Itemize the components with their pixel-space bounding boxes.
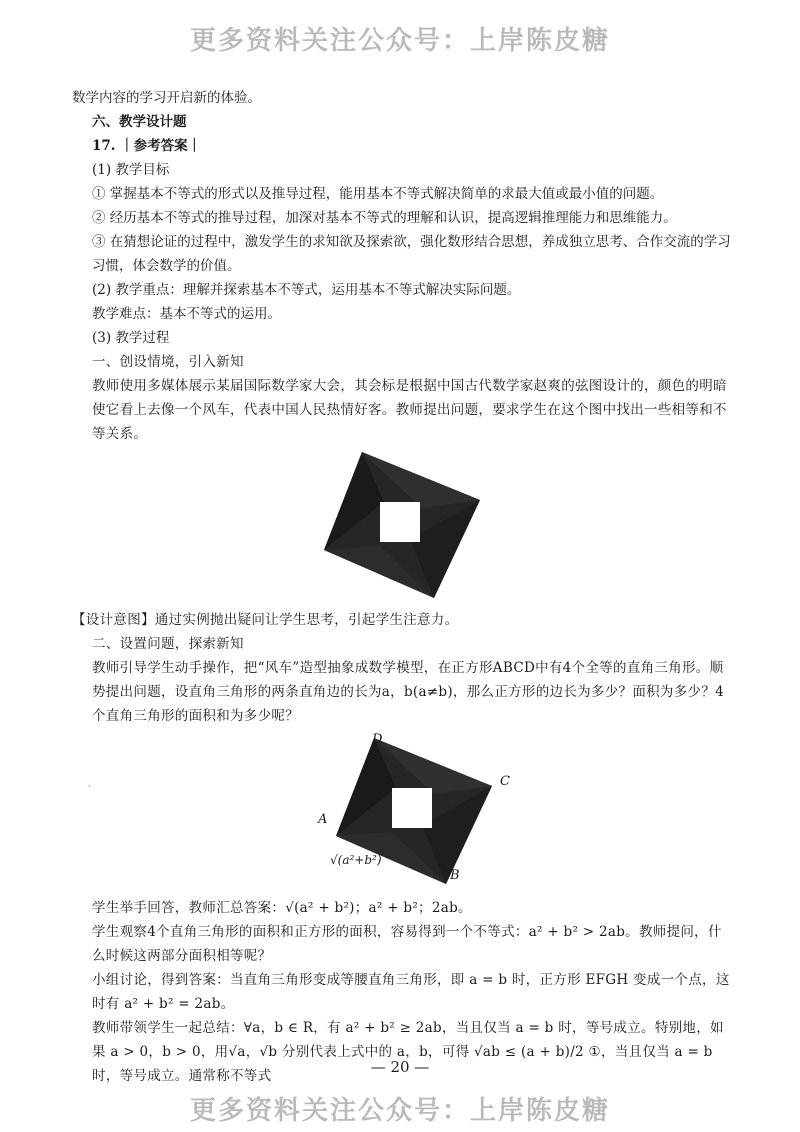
observation-paragraph: 学生观察4个直角三角形的面积和正方形的面积，容易得到一个不等式：a² + b² > 2ab。教师提问，什么时候这两部分面积相等呢？ xyxy=(92,924,722,964)
page-number: — 20 — xyxy=(370,1058,430,1076)
zhao-shuang-string-diagram xyxy=(322,450,482,600)
text-line: 数学内容的学习开启新的体验。 xyxy=(72,90,261,106)
key-point: (2) 教学重点：理解并探索基本不等式，运用基本不等式解决实际问题。 xyxy=(92,282,521,298)
goal-item: ② 经历基本不等式的推导过程，加深对基本不等式的理解和认识，提高逻辑推理能力和思维能力。 xyxy=(92,210,677,226)
vertex-label-a: A xyxy=(318,812,328,827)
side-length-label: √(a²+b²) xyxy=(330,853,382,867)
vertex-label-b: B xyxy=(450,868,460,883)
document-body xyxy=(72,86,732,1088)
question-number: 17. ｜参考答案｜ xyxy=(92,138,202,154)
pinwheel-figure xyxy=(72,450,732,600)
vertex-label-d: D xyxy=(372,732,383,747)
discussion-paragraph: 小组讨论，得到答案：当直角三角形变成等腰直角三角形，即 a = b 时，正方形 EFGH 变成一个点，这时有 a² + b² = 2ab。 xyxy=(92,972,730,1012)
goal-item: ③ 在猜想论证的过程中，激发学生的求知欲及探索欲，强化数形结合思想，养成独立思考、合作交流的学习习惯，体会数学的价值。 xyxy=(92,234,731,274)
subheading-goals: (1) 教学目标 xyxy=(92,162,170,178)
section-heading: 六、教学设计题 xyxy=(92,114,187,130)
subheading-process: (3) 教学过程 xyxy=(92,330,170,346)
watermark-bottom: 更多资料关注公众号：上岸陈皮糖 xyxy=(189,1096,610,1126)
summary-paragraph: 教师带领学生一起总结：∀a，b ∈ R，有 a² + b² ≥ 2ab，当且仅当 a = b 时，等号成立。特别地，如果 a > 0，b > 0，用√a，√b 分别代表上式中的 a，b，可得 √ab ≤ (a + b)/2 ①，当且仅当 a = b 时，等号成立。通常称不等式 xyxy=(92,1020,724,1084)
scan-artifact: · xyxy=(88,782,91,792)
step-paragraph: 教师使用多媒体展示某届国际数学家大会，其会标是根据中国古代数学家赵爽的弦图设计的，颜色的明暗使它看上去像一个风车，代表中国人民热情好客。教师提出问题，要求学生在这个图中找出一些相等和不等关系。 xyxy=(92,378,727,442)
difficulty: 教学难点：基本不等式的运用。 xyxy=(92,306,281,322)
design-intent: 【设计意图】通过实例抛出疑问让学生思考，引起学生注意力。 xyxy=(72,612,459,628)
square-abcd-figure xyxy=(72,732,732,886)
goal-item: ① 掌握基本不等式的形式以及推导过程，能用基本不等式解决简单的求最大值或最小值的问题。 xyxy=(92,186,664,202)
step-paragraph: 教师引导学生动手操作，把“风车”造型抽象成数学模型，在正方形ABCD中有4个全等的直角三角形。顺势提出问题，设直角三角形的两条直角边的长为a，b(a≠b)，那么正方形的边长为多少？面积为多少？4个直角三角形的面积和为多少呢？ xyxy=(92,660,725,724)
step-heading: 二、设置问题，探索新知 xyxy=(92,636,244,652)
vertex-label-c: C xyxy=(500,774,510,789)
step-heading: 一、创设情境，引入新知 xyxy=(92,354,244,370)
watermark-top: 更多资料关注公众号：上岸陈皮糖 xyxy=(189,26,610,56)
answer-line: 学生举手回答，教师汇总答案：√(a² + b²)；a² + b²；2ab。 xyxy=(92,900,472,916)
